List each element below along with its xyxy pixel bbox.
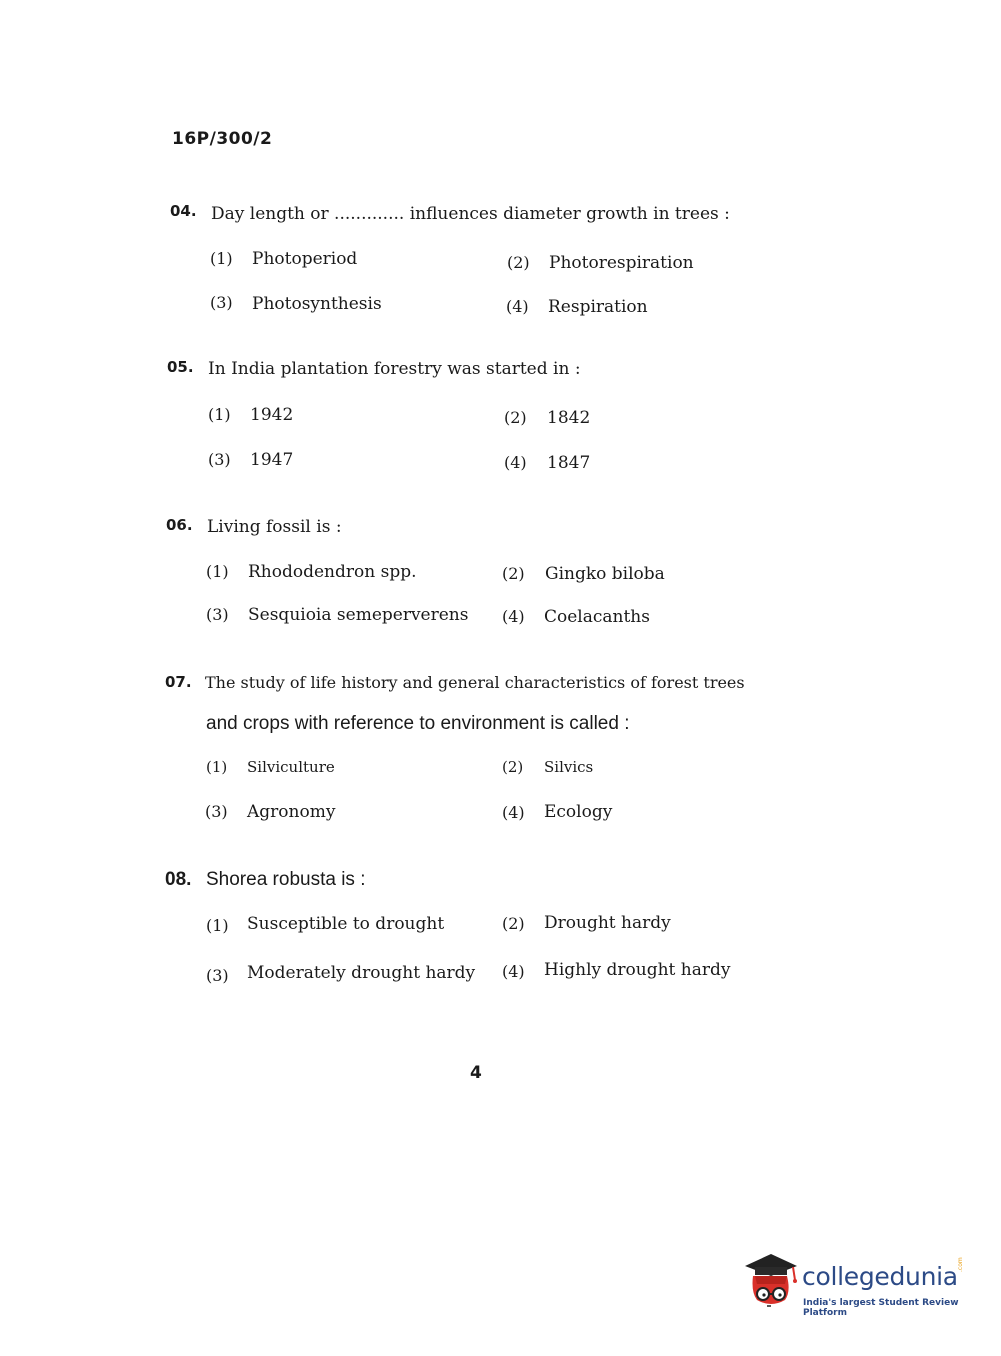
option-number: (2)	[502, 914, 525, 933]
option-text: Silvics	[544, 758, 594, 776]
question-text: Day length or ............. influences diameter growth in trees :	[211, 204, 730, 224]
question-number: 06.	[166, 516, 193, 534]
option-number: (1)	[210, 249, 233, 268]
option-number: (3)	[210, 293, 233, 312]
question-text-line-2: and crops with reference to environment is called :	[206, 713, 630, 734]
question-number: 04.	[170, 202, 197, 220]
option-text: Moderately drought hardy	[247, 963, 476, 983]
question-text: Shorea robusta is :	[206, 869, 366, 890]
option-number: (4)	[502, 607, 525, 626]
option-text: Drought hardy	[544, 913, 671, 933]
option-text: 1847	[547, 453, 591, 473]
option-number: (2)	[507, 253, 530, 272]
option-number: (3)	[206, 966, 229, 985]
option-text: Photoperiod	[252, 249, 358, 269]
paper-code: 16P/300/2	[172, 129, 273, 149]
option-number: (3)	[206, 605, 229, 624]
brand-suffix: .com	[957, 1257, 964, 1272]
brand-name: collegedunia	[802, 1262, 958, 1291]
option-number: (2)	[502, 564, 525, 583]
option-number: (1)	[206, 562, 229, 581]
collegedunia-logo-icon	[741, 1250, 799, 1312]
option-text: Highly drought hardy	[544, 960, 731, 980]
option-text: Gingko biloba	[545, 564, 665, 584]
option-text: Coelacanths	[544, 607, 650, 627]
option-number: (3)	[208, 450, 231, 469]
option-text: Rhododendron spp.	[248, 562, 417, 582]
option-text: Susceptible to drought	[247, 914, 445, 934]
option-number: (2)	[502, 758, 524, 776]
question-number: 05.	[167, 358, 194, 376]
option-text: Photorespiration	[549, 253, 694, 273]
option-text: 1947	[250, 450, 294, 470]
option-text: Ecology	[544, 802, 613, 822]
option-number: (1)	[208, 405, 231, 424]
question-number: 07.	[165, 673, 192, 691]
option-number: (4)	[504, 453, 527, 472]
question-text: In India plantation forestry was started in :	[208, 359, 581, 379]
question-number: 08.	[165, 869, 192, 890]
option-text: Respiration	[548, 297, 648, 317]
page-number: 4	[470, 1063, 482, 1083]
option-text: Agronomy	[247, 802, 336, 822]
option-number: (2)	[504, 408, 527, 427]
question-text: Living fossil is :	[207, 517, 342, 537]
option-number: (3)	[205, 802, 228, 821]
option-number: (1)	[206, 916, 229, 935]
brand-tagline: India's largest Student Review Platform	[803, 1298, 959, 1318]
option-number: (1)	[206, 758, 228, 776]
option-text: 1942	[250, 405, 294, 425]
option-text: 1842	[547, 408, 591, 428]
question-text-line-1: The study of life history and general characteristics of forest trees	[205, 673, 745, 692]
option-number: (4)	[502, 962, 525, 981]
option-text: Photosynthesis	[252, 294, 382, 314]
option-text: Silviculture	[247, 758, 335, 776]
option-number: (4)	[506, 297, 529, 316]
option-text: Sesquioia semeperverens	[248, 605, 469, 625]
option-number: (4)	[502, 803, 525, 822]
